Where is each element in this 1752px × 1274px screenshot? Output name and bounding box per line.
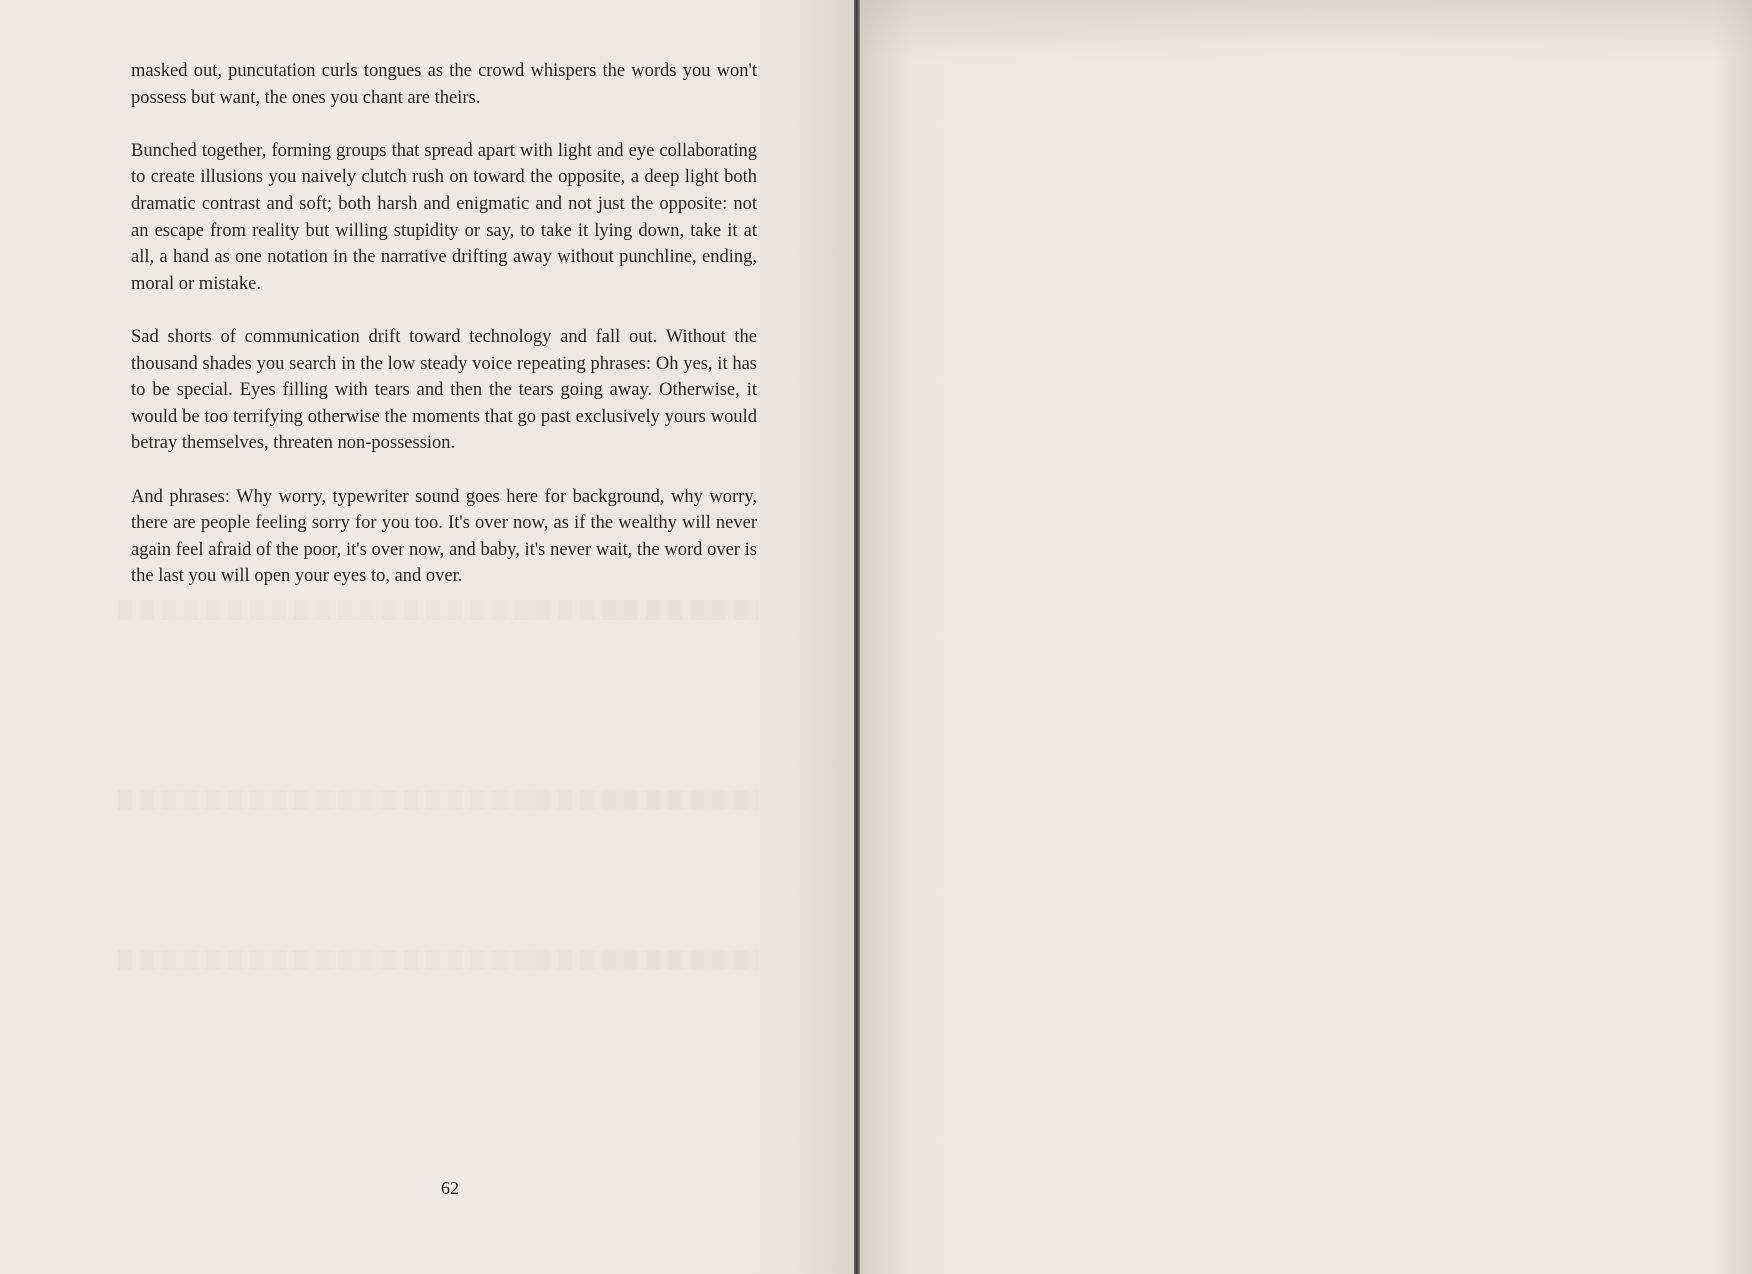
show-through-texture: [118, 790, 758, 810]
paragraph: Bunched together, forming groups that spread apart with light and eye collaborating to create illusions you naively clutch rush on toward the opposite, a deep light both dramatic contrast and soft; both harsh and enigmatic and not just the opposite: not an escape from reality but willing stupidity or say, to take it lying down, take it at all, a hand as one notation in the narrative drifting away without punchline, ending, moral or mistake.: [131, 140, 757, 294]
page-shadow: [860, 0, 1752, 60]
paragraph: Sad shorts of communication drift toward technology and fall out. Without the thousand shades you search in the low steady voice repeating phrases: Oh yes, it has to be special. Eyes filling with tears and then the tears going away. Otherwise, it would be too terrifying otherwise the moments that go past exclusively yours would betray themselves, threaten non-possession.: [131, 326, 757, 454]
paragraph: masked out, puncutation curls tongues as the crowd whispers the words you won't possess but want, the ones you chant are theirs.: [131, 61, 757, 108]
right-page: [860, 0, 1752, 1274]
left-page: [0, 0, 856, 1274]
paragraph: And phrases: Why worry, typewriter sound goes here for background, why worry, there are people feeling sorry for you too. It's over now, as if the wealthy will never again feel afraid of the poor, it's over now, and baby, it's never wait, the word over is the last you will open your eyes to, and over.: [131, 486, 757, 587]
body-text: [131, 58, 757, 616]
page-edge-shadow: [1712, 0, 1752, 1274]
show-through-texture: [118, 950, 758, 970]
page-number: 62: [441, 1178, 459, 1198]
